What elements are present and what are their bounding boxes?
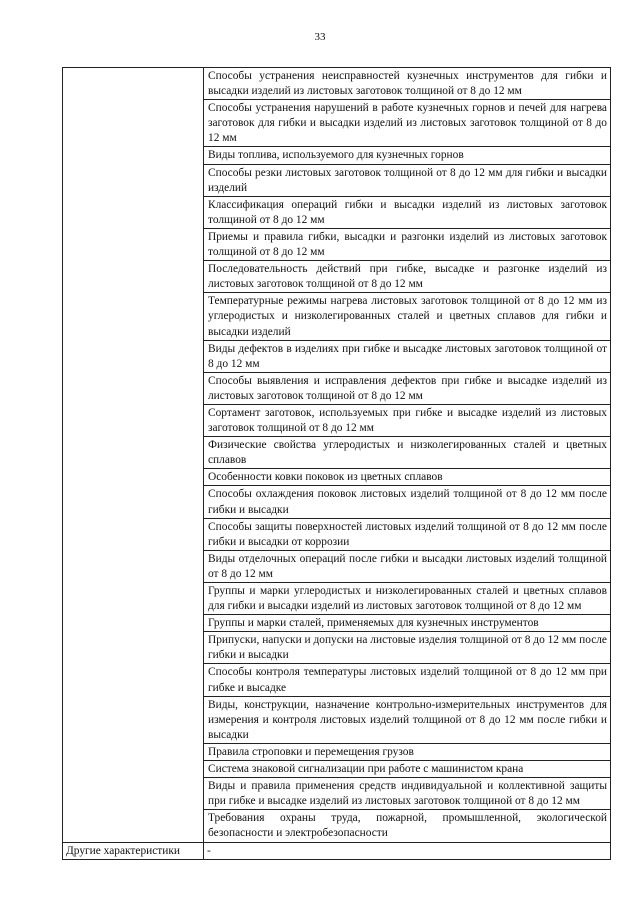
knowledge-item: Способы контроля температуры листовых изделий толщиной от 8 до 12 мм при гибке и высадке [204,664,610,696]
knowledge-label-cell [63,68,204,843]
knowledge-item: Группы и марки сталей, применяемых для кузнечных инструментов [204,615,610,632]
knowledge-item: Классификация операций гибки и высадки изделий из листовых заготовок толщиной от 8 до 12 мм [204,197,610,229]
page-number: 33 [314,31,326,43]
knowledge-item: Способы резки листовых заготовок толщиной от 8 до 12 мм для гибки и высадки изделий [204,165,610,197]
knowledge-item: Виды топлива, используемого для кузнечных горнов [204,147,610,164]
knowledge-item: Виды и правила применения средств индивидуальной и коллективной защиты при гибке и высадке изделий из листовых заготовок толщиной от 8 до 12 мм [204,778,610,810]
knowledge-item: Припуски, напуски и допуски на листовые изделия толщиной от 8 до 12 мм после гибки и высадки [204,632,610,664]
specification-table [62,67,611,860]
knowledge-list-cell [204,68,611,843]
other-characteristics-row [63,842,611,859]
knowledge-item: Группы и марки углеродистых и низколегированных сталей и цветных сплавов для гибки и высадки изделий из листовых заготовок толщиной от 8 до 12 мм [204,583,610,615]
knowledge-item: Правила строповки и перемещения грузов [204,744,610,761]
knowledge-item: Способы устранения неисправностей кузнечных инструментов для гибки и высадки изделий из листовых заготовок толщиной от 8 до 12 мм [204,68,610,100]
knowledge-item: Последовательность действий при гибке, высадке и разгонке изделий из листовых заготовок толщиной от 8 до 12 мм [204,261,610,293]
knowledge-item: Способы охлаждения поковок листовых изделий толщиной от 8 до 12 мм после гибки и высадки [204,486,610,518]
knowledge-item: Способы защиты поверхностей листовых изделий толщиной от 8 до 12 мм после гибки и высадки от коррозии [204,519,610,551]
other-characteristics-label: Другие характеристики [63,842,204,859]
knowledge-item: Способы устранения нарушений в работе кузнечных горнов и печей для нагрева заготовок для гибки и высадки изделий из листовых заготовок толщиной от 8 до 12 мм [204,100,610,147]
knowledge-item: Виды, конструкции, назначение контрольно-измерительных инструментов для измерения и контроля листовых изделий толщиной от 8 до 12 мм после гибки и высадки [204,697,610,744]
knowledge-item: Способы выявления и исправления дефектов при гибке и высадке изделий из листовых заготовок толщиной от 8 до 12 мм [204,373,610,405]
knowledge-item: Сортамент заготовок, используемых при гибке и высадке изделий из листовых заготовок толщиной от 8 до 12 мм [204,405,610,437]
other-characteristics-value: - [204,842,611,859]
knowledge-row [63,68,611,843]
knowledge-item: Виды дефектов в изделиях при гибке и высадке листовых заготовок толщиной от 8 до 12 мм [204,341,610,373]
knowledge-item: Требования охраны труда, пожарной, промышленной, экологической безопасности и электробезопасности [208,812,607,840]
knowledge-item: Приемы и правила гибки, высадки и разгонки изделий из листовых заготовок толщиной от 8 до 12 мм [204,229,610,261]
knowledge-item: Виды отделочных операций после гибки и высадки листовых изделий толщиной от 8 до 12 мм [204,551,610,583]
knowledge-item: Особенности ковки поковок из цветных сплавов [204,469,610,486]
knowledge-item: Физические свойства углеродистых и низколегированных сталей и цветных сплавов [204,437,610,469]
knowledge-item: Система знаковой сигнализации при работе с машинистом крана [204,761,610,778]
knowledge-item: Температурные режимы нагрева листовых заготовок толщиной от 8 до 12 мм из углеродистых и низколегированных сталей и цветных сплавов для гибки и высадки изделий [204,293,610,340]
